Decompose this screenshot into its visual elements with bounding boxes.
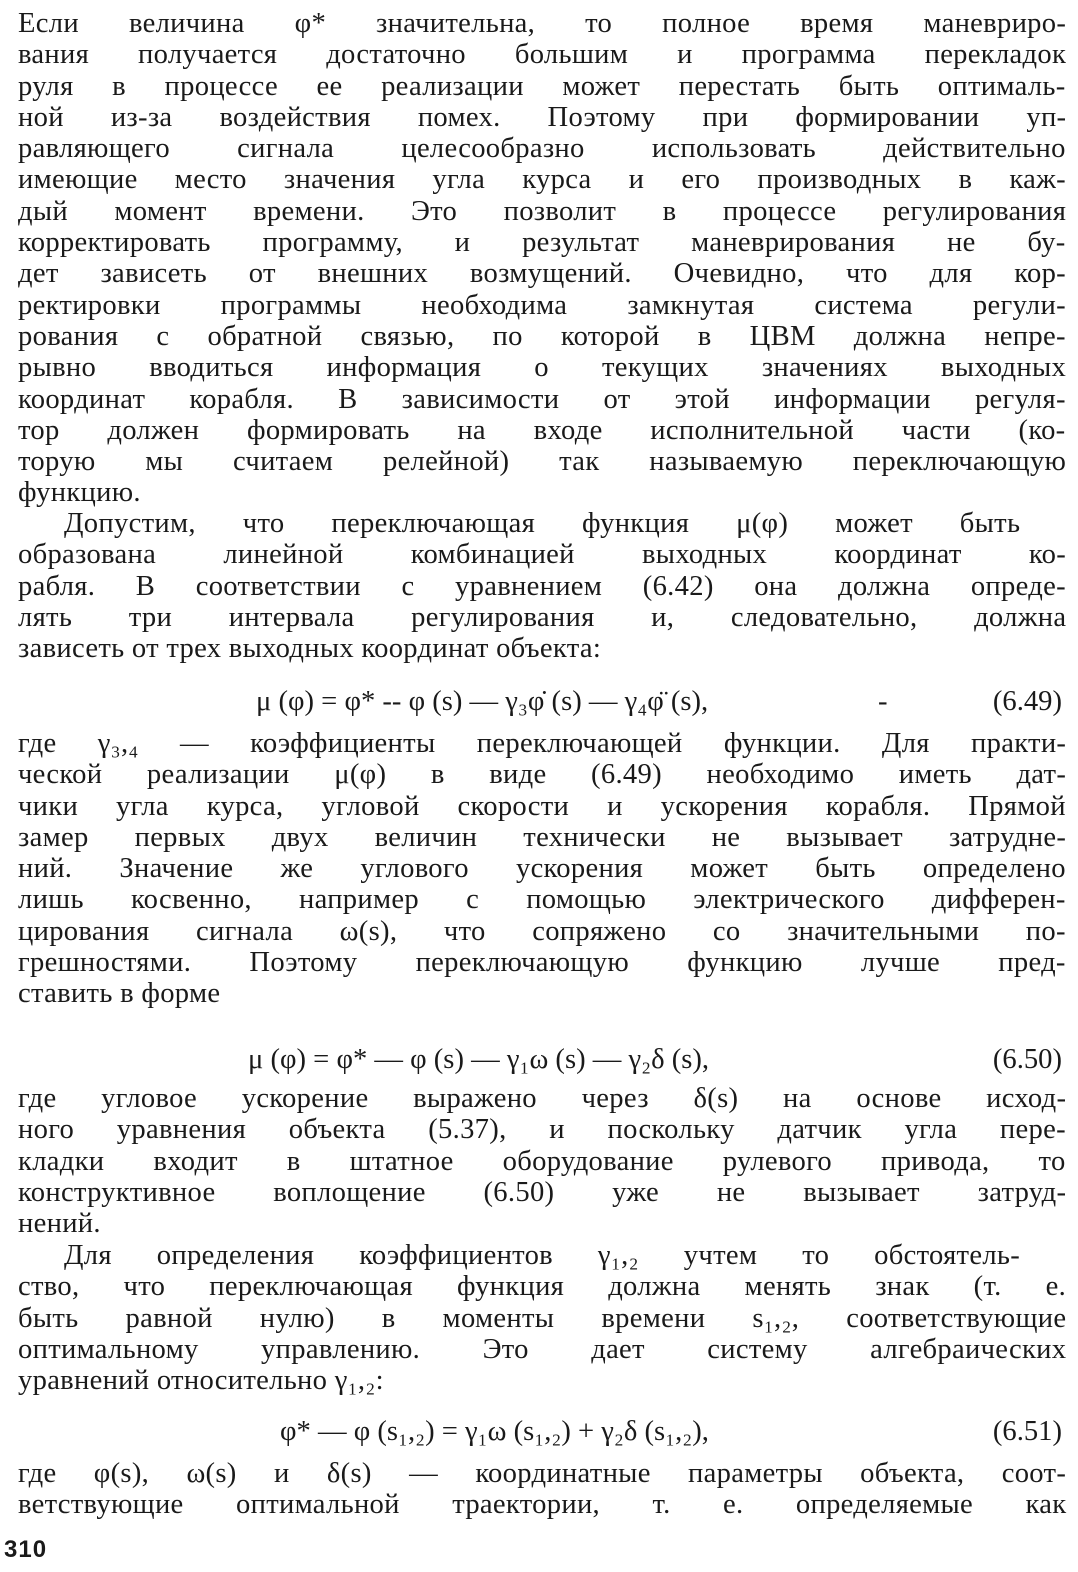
paragraph-4: [18, 1083, 1066, 1239]
text-line: рабля. В соответствии с уравнением (6.42) она должна опреде-: [18, 570, 1066, 602]
text-line: где φ(s), ω(s) и δ(s) — координатные параметры объекта, соот-: [18, 1458, 1067, 1489]
text-line: цирования сигнала ω(s), что сопряжено со значительными по-: [18, 915, 1066, 947]
text-line: вания получается достаточно большим и программа перекладок: [18, 39, 1067, 71]
text-line: ной из-за воздействия помех. Поэтому при формировании уп-: [18, 101, 1067, 133]
text-line: грешностями. Поэтому переключающую функцию лучше пред-: [18, 947, 1066, 979]
text-line: образована линейной комбинацией выходных координат ко-: [18, 539, 1067, 571]
text-line: уравнений относительно γ₁,₂:: [18, 1365, 384, 1397]
text-line: где угловое ускорение выражено через δ(s) на основе исход-: [18, 1083, 1067, 1114]
paragraph-2: [18, 508, 1066, 664]
page-number: 310: [4, 1536, 48, 1563]
text-line: ного уравнения объекта (5.37), и поскольку датчик угла пере-: [18, 1114, 1066, 1146]
text-line: дый момент времени. Это позволит в процессе регулирования: [18, 195, 1067, 227]
equation-number: (6.49): [992, 686, 1062, 717]
text-line: рывно вводиться информация о текущих значениях выходных: [18, 352, 1067, 384]
text-line: дет зависеть от внешних возмущений. Очевидно, что для кор-: [18, 258, 1066, 290]
text-line: ство, что переключающая функция должна менять знак (т. е.: [18, 1271, 1067, 1303]
text-line: замер первых двух величин технически не вызывает затрудне-: [18, 821, 1067, 853]
text-line: оптимальному управлению. Это дает систему алгебраических: [18, 1333, 1067, 1365]
text-line: ческой реализации μ(φ) в виде (6.49) необходимо иметь дат-: [18, 759, 1067, 791]
equation-number: (6.50): [992, 1044, 1062, 1075]
equation-number: (6.51): [992, 1416, 1062, 1447]
equation-6-49: [18, 682, 1066, 722]
text-line: Если величина φ* значительна, то полное время маневриро-: [18, 8, 1067, 39]
text-line: руля в процессе ее реализации может перестать быть оптималь-: [18, 70, 1066, 102]
equation-6-50: [18, 1040, 1066, 1080]
text-line: Для определения коэффициентов γ₁,₂ учтем то обстоятель-: [64, 1240, 1021, 1271]
text-line: зависеть от трех выходных координат объекта:: [18, 633, 602, 665]
paragraph-1: [18, 8, 1066, 509]
text-line: корректировать программу, и результат маневрирования не бу-: [18, 227, 1066, 259]
equation-formula: μ (φ) = φ* — φ (s) — γ₁ω (s) — γ₂δ (s),: [248, 1044, 710, 1075]
paragraph-3: [18, 728, 1066, 1010]
text-line: имеющие место значения угла курса и его производных в каж-: [18, 164, 1066, 196]
equation-mark: -: [878, 686, 888, 717]
paragraph-5: [18, 1240, 1066, 1396]
text-line: конструктивное воплощение (6.50) уже не вызывает затруд-: [18, 1176, 1067, 1208]
text-line: чики угла курса, угловой скорости и ускорения корабля. Прямой: [18, 790, 1066, 822]
text-line: тор должен формировать на входе исполнительной части (ко-: [18, 414, 1066, 446]
text-line: лишь косвенно, например с помощью электрического дифферен-: [18, 884, 1066, 916]
text-line: торую мы считаем релейной) так называемую переключающую: [18, 446, 1067, 478]
text-line: ний. Значение же углового ускорения может быть определено: [18, 853, 1066, 885]
text-line: координат корабля. В зависимости от этой информации регуля-: [18, 383, 1066, 415]
equation-formula: μ (φ) = φ* -- φ (s) — γ₃φ̇ (s) — γ₄φ̈ (s),: [256, 686, 709, 717]
equation-6-51: [18, 1412, 1066, 1452]
text-line: ветствующие оптимальной траектории, т. е. определяемые как: [18, 1489, 1067, 1521]
text-line: ректировки программы необходима замкнутая система регули-: [18, 289, 1066, 321]
text-line: Допустим, что переключающая функция μ(φ) может быть: [64, 508, 1021, 539]
text-line: рования с обратной связью, по которой в ЦВМ должна непре-: [18, 320, 1066, 352]
equation-formula: φ* — φ (s₁,₂) = γ₁ω (s₁,₂) + γ₂δ (s₁,₂),: [280, 1416, 709, 1447]
text-line: функцию.: [18, 477, 141, 509]
text-line: нений.: [18, 1208, 101, 1240]
text-line: лять три интервала регулирования и, следовательно, должна: [18, 601, 1067, 633]
text-line: ставить в форме: [18, 978, 221, 1010]
text-line: равляющего сигнала целесообразно использовать действительно: [18, 133, 1066, 165]
paragraph-6: [18, 1458, 1066, 1521]
text-line: кладки входит в штатное оборудование рулевого привода, то: [18, 1145, 1066, 1177]
text-line: где γ₃,₄ — коэффициенты переключающей функции. Для практи-: [18, 728, 1067, 759]
text-line: быть равной нулю) в моменты времени s₁,₂, соответствующие: [18, 1302, 1067, 1334]
